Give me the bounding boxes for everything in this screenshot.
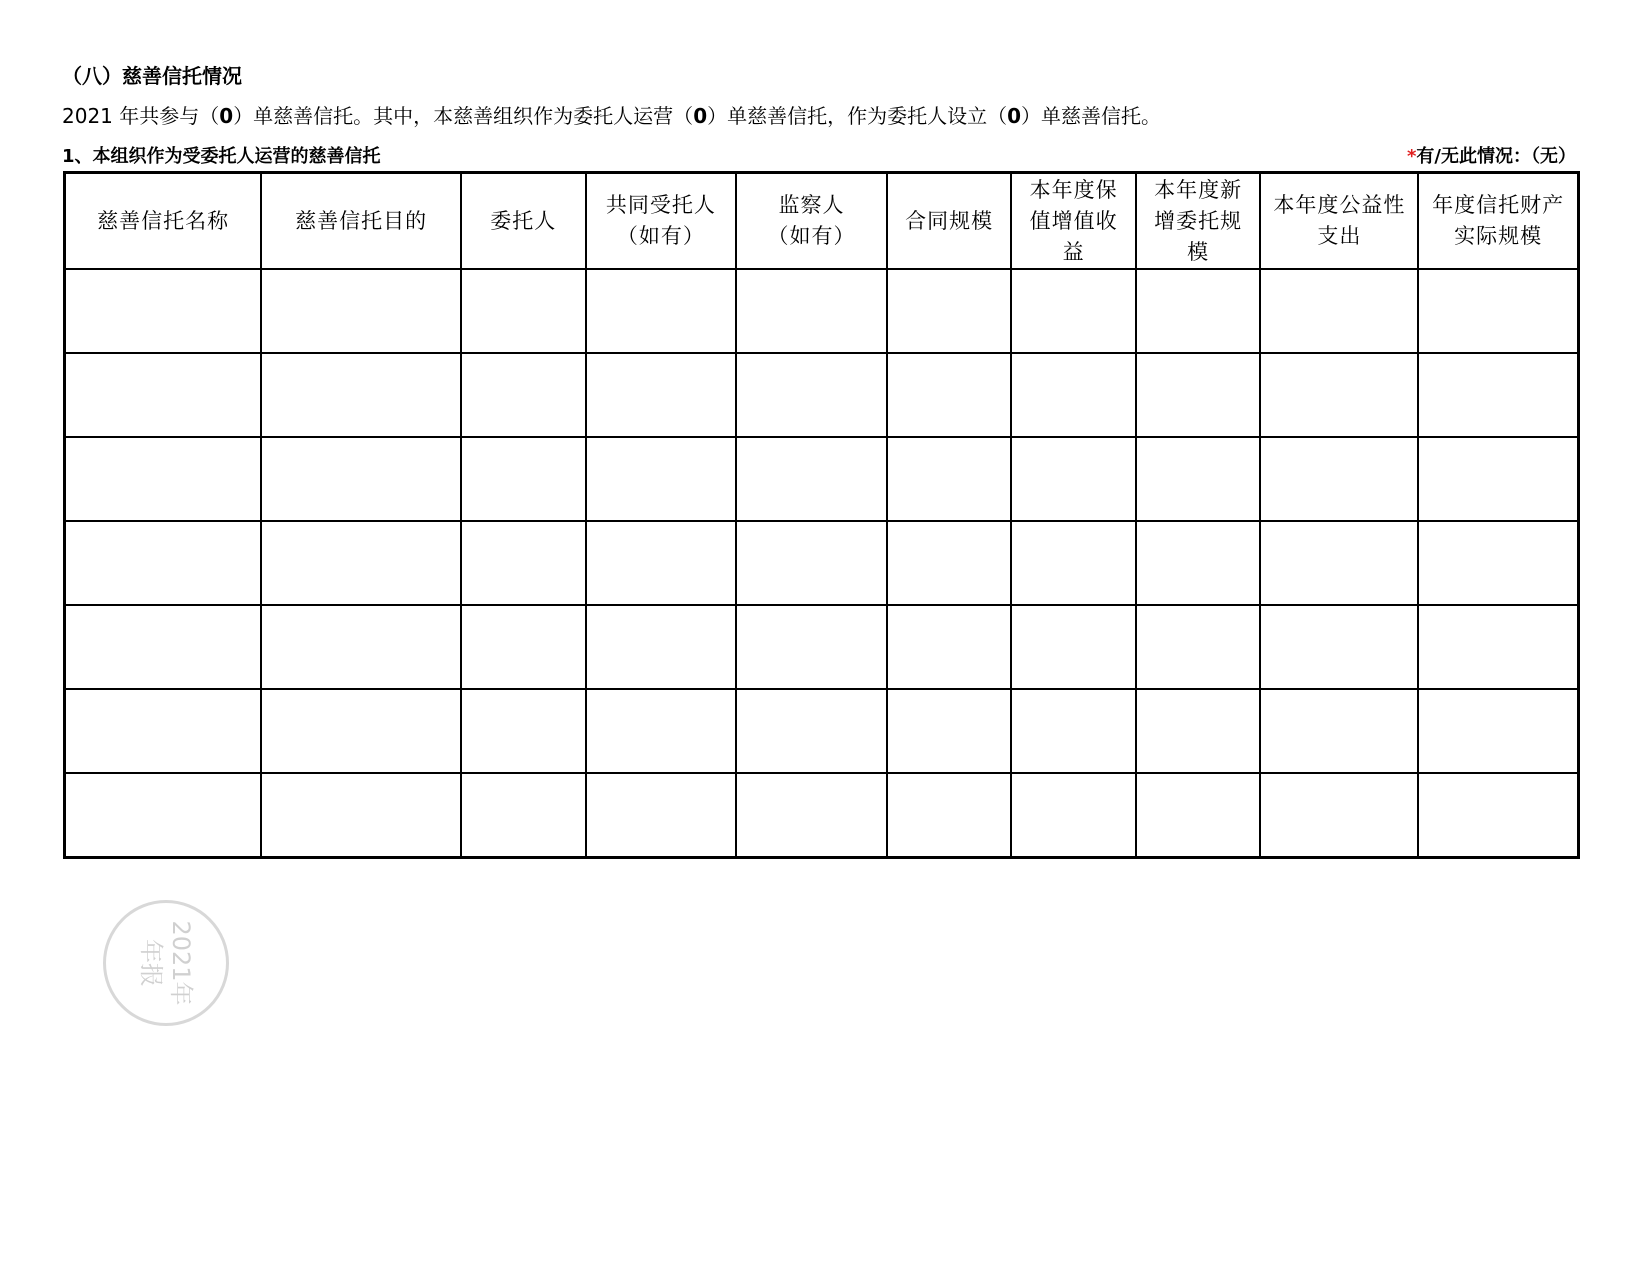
table-row [65,773,1579,858]
table-cell[interactable] [887,269,1012,353]
table-cell[interactable] [1011,269,1136,353]
table-cell[interactable] [736,773,887,858]
table-cell[interactable] [586,605,737,689]
table-cell[interactable] [1136,773,1261,858]
table-cell[interactable] [461,269,586,353]
table-cell[interactable] [736,605,887,689]
table-cell[interactable] [1011,689,1136,773]
table-cell[interactable] [887,353,1012,437]
table-cell[interactable] [887,605,1012,689]
table-cell[interactable] [461,605,586,689]
header-value-gain: 本年度保 值增值收 益 [1011,173,1136,270]
table-cell[interactable] [586,353,737,437]
table-cell[interactable] [736,353,887,437]
table-cell[interactable] [65,437,262,521]
header-supervisor: 监察人 （如有） [736,173,887,270]
table-cell[interactable] [586,689,737,773]
header-co-trustee: 共同受托人 （如有） [586,173,737,270]
table-cell[interactable] [1136,269,1261,353]
table-cell[interactable] [1418,773,1578,858]
table-cell[interactable] [586,437,737,521]
table-cell[interactable] [586,269,737,353]
summary-trustee-count: 0 [693,104,708,128]
annual-report-stamp [103,900,229,1026]
table-cell[interactable] [65,773,262,858]
status-value: （无） [1531,146,1576,167]
table-cell[interactable] [586,521,737,605]
table-cell[interactable] [261,689,461,773]
table-row [65,605,1579,689]
table-cell[interactable] [461,521,586,605]
table-row [65,353,1579,437]
table-cell[interactable] [1011,437,1136,521]
table-cell[interactable] [461,437,586,521]
summary-text: ）单慈善信托，作为委托人设立（ [707,104,1008,128]
table-cell[interactable] [1418,605,1578,689]
table-cell[interactable] [261,269,461,353]
table-cell[interactable] [1418,437,1578,521]
table-cell[interactable] [65,689,262,773]
table-cell[interactable] [261,605,461,689]
table-cell[interactable] [1260,269,1418,353]
section-heading: （八）慈善信托情况 [62,64,242,88]
stamp-year: 2021年 [167,920,195,1006]
table-cell[interactable] [1260,605,1418,689]
table-row [65,521,1579,605]
table-cell[interactable] [1136,521,1261,605]
table-body [65,269,1579,858]
table-cell[interactable] [1418,689,1578,773]
table-cell[interactable] [261,437,461,521]
table-header-row [65,173,1579,270]
table-cell[interactable] [1260,521,1418,605]
table-cell[interactable] [1260,689,1418,773]
table-cell[interactable] [1136,353,1261,437]
required-mark: * [1407,146,1417,167]
table-cell[interactable] [1011,773,1136,858]
header-new-scale: 本年度新 增委托规 模 [1136,173,1261,270]
status-indicator [1407,142,1576,168]
table-cell[interactable] [1260,437,1418,521]
table-cell[interactable] [1011,521,1136,605]
table-cell[interactable] [65,269,262,353]
table-cell[interactable] [1136,689,1261,773]
summary-text: ）单慈善信托。其中，本慈善组织作为委托人运营（ [233,104,694,128]
table-cell[interactable] [461,773,586,858]
status-label: 有/无此情况： [1416,146,1531,167]
table-cell[interactable] [65,605,262,689]
table-cell[interactable] [1418,353,1578,437]
table-cell[interactable] [1418,269,1578,353]
table-row [65,689,1579,773]
table-cell[interactable] [1011,605,1136,689]
table-cell[interactable] [261,773,461,858]
table-cell[interactable] [586,773,737,858]
stamp-label: 年报 [137,938,165,987]
table-cell[interactable] [261,353,461,437]
header-public-expense: 本年度公益性 支出 [1260,173,1418,270]
header-contract-scale: 合同规模 [887,173,1012,270]
header-settlor: 委托人 [461,173,586,270]
table-cell[interactable] [887,521,1012,605]
table-cell[interactable] [1136,437,1261,521]
charity-trust-table [63,171,1580,859]
table-cell[interactable] [736,521,887,605]
table-cell[interactable] [1260,773,1418,858]
summary-text: 2021 年共参与（ [62,104,220,128]
table-cell[interactable] [887,437,1012,521]
header-trust-purpose: 慈善信托目的 [261,173,461,270]
table-cell[interactable] [1260,353,1418,437]
table-row [65,437,1579,521]
table-row [65,269,1579,353]
summary-settlor-count: 0 [1007,104,1022,128]
subsection-title: 1、本组织作为受委托人运营的慈善信托 [62,146,381,167]
table-cell[interactable] [261,521,461,605]
summary-total-count: 0 [219,104,234,128]
table-cell[interactable] [461,689,586,773]
table-cell[interactable] [1418,521,1578,605]
summary-text: ）单慈善信托。 [1021,104,1162,128]
table-cell[interactable] [736,689,887,773]
table-cell[interactable] [461,353,586,437]
table-cell[interactable] [65,353,262,437]
table-cell[interactable] [1011,353,1136,437]
table-cell[interactable] [1136,605,1261,689]
header-actual-scale: 年度信托财产 实际规模 [1418,173,1578,270]
table-cell[interactable] [736,437,887,521]
table-cell[interactable] [887,689,1012,773]
table-cell[interactable] [65,521,262,605]
header-trust-name: 慈善信托名称 [65,173,262,270]
table-cell[interactable] [736,269,887,353]
table-cell[interactable] [887,773,1012,858]
summary-line [62,100,1161,129]
